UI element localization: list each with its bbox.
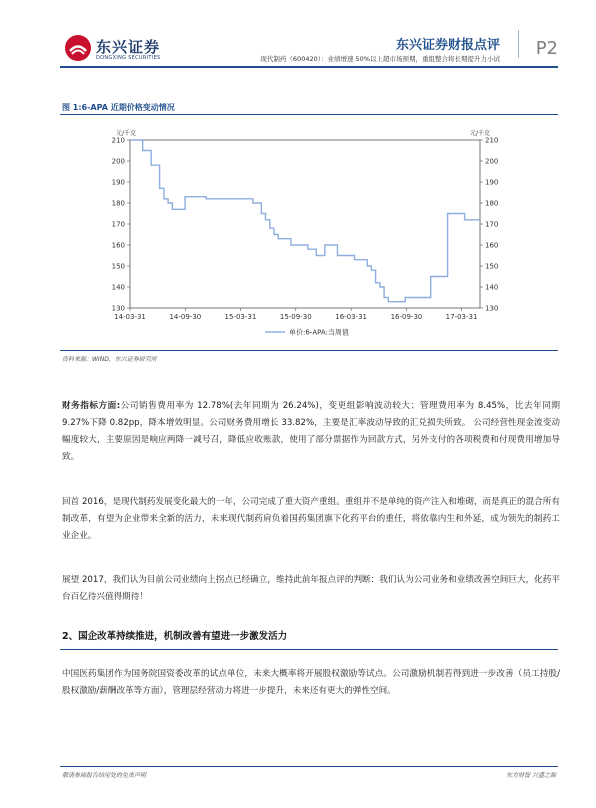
figure-top-rule — [60, 114, 558, 115]
footer-disclaimer: 敬请参阅报告结尾处的免责声明 — [62, 772, 147, 779]
paragraph-outlook-2017: 展望 2017，我们认为目前公司业绩向上拐点已经确立，维持此前年报点评的判断：我们认为公司业务和业绩改善空间巨大，化药平台百亿待兴值得期待！ — [62, 575, 560, 602]
page-number: P2 — [535, 38, 558, 59]
y-axis-unit-right: 元/千克 — [470, 130, 491, 137]
y-tick-label-right: 180 — [485, 199, 499, 208]
y-tick-label-left: 210 — [111, 136, 125, 145]
x-tick-label: 14-09-30 — [169, 313, 202, 321]
y-tick-label-right: 210 — [485, 136, 499, 145]
y-tick-label-left: 150 — [111, 262, 125, 271]
y-tick-label-right: 170 — [485, 220, 499, 229]
footer-slogan: 东方财智 兴盛之源 — [506, 772, 556, 779]
x-tick-label: 15-09-30 — [279, 313, 312, 321]
x-tick-label: 16-09-30 — [390, 313, 423, 321]
logo-text-cn: 东兴证券 — [96, 38, 161, 56]
y-tick-label-right: 200 — [485, 157, 499, 166]
legend-label: 单价:6-APA:当周值 — [289, 328, 349, 337]
y-tick-label-left: 170 — [111, 220, 125, 229]
header-separator — [518, 30, 519, 58]
plot-frame — [130, 140, 480, 308]
price-chart — [60, 118, 520, 348]
series-line — [130, 140, 479, 302]
header-divider — [60, 66, 558, 68]
paragraph-review-2016: 回首 2016，是现代制药发展变化最大的一年，公司完成了重大资产重组。重组并不是单纯的资产注入和堆砌，而是真正的混合所有制改革，有望为企业带来全新的活力，未来现代制药肩负着国药集团旗下化药平台的重任，将依靠内生和外延，成为领先的制药工业企业。 — [62, 497, 560, 541]
paragraph-label: 财务指标方面: — [62, 401, 121, 411]
y-tick-label-right: 130 — [485, 304, 499, 313]
y-tick-label-left: 200 — [111, 157, 125, 166]
y-tick-label-right: 150 — [485, 262, 499, 271]
section-heading: 2、国企改革持续推进，机制改善有望进一步激发活力 — [62, 631, 288, 642]
y-tick-label-right: 140 — [485, 283, 499, 292]
section-divider — [60, 649, 558, 650]
footer-divider — [60, 766, 558, 767]
logo-mark-icon — [64, 34, 92, 62]
paragraph-text: 公司销售费用率为 12.78%(去年同期为 26.24%)，变更组影响波动较大；管理费用率为 8.45%，比去年同期 9.27%下降 0.82pp，降本增效明显。公司财务费用增长 33.82%，主要是汇率波动导致的汇兑损失所致。 公司经营性现金流变动幅度较大，主要原因是响应两降一减号召，降低应收账款，使用了部分票据作为回款方式，另外支付的各项税费和付现费用增加导致。 — [62, 401, 560, 462]
paragraph-financial-metrics — [62, 398, 560, 466]
y-tick-label-left: 140 — [111, 283, 125, 292]
report-subtitle: 现代制药（600420）：业绩增速 50%以上超市场预期，重组整合将长期提升力小试 — [260, 55, 500, 63]
x-tick-label: 16-03-31 — [335, 313, 368, 321]
figure-bottom-rule — [60, 350, 558, 351]
logo-text-en: DONGXING SECURITIES — [96, 55, 161, 61]
y-tick-label-left: 160 — [111, 241, 125, 250]
company-logo — [64, 32, 184, 68]
x-tick-label: 17-03-31 — [445, 313, 478, 321]
figure-title: 图 1:6-APA 近期价格变动情况 — [62, 103, 175, 112]
x-tick-label: 14-03-31 — [114, 313, 146, 321]
figure-source: 资料来源：WIND，东兴证券研究所 — [62, 356, 157, 363]
y-tick-label-left: 180 — [111, 199, 125, 208]
y-tick-label-right: 190 — [485, 178, 499, 187]
y-tick-label-left: 190 — [111, 178, 125, 187]
y-tick-label-right: 160 — [485, 241, 499, 250]
x-tick-label: 15-03-31 — [224, 313, 257, 321]
report-title: 东兴证券财报点评 — [395, 38, 500, 53]
y-tick-label-left: 130 — [111, 304, 125, 313]
paragraph-soe-reform: 中国医药集团作为国务院国资委改革的试点单位，未来大概率将开展股权激励等试点。公司激励机制若得到进一步改善（员工持股/股权激励/薪酬改革等方面），管理层经营动力将进一步提升，未来还有更大的弹性空间。 — [62, 669, 560, 696]
y-axis-unit-left: 元/千克 — [116, 130, 137, 137]
